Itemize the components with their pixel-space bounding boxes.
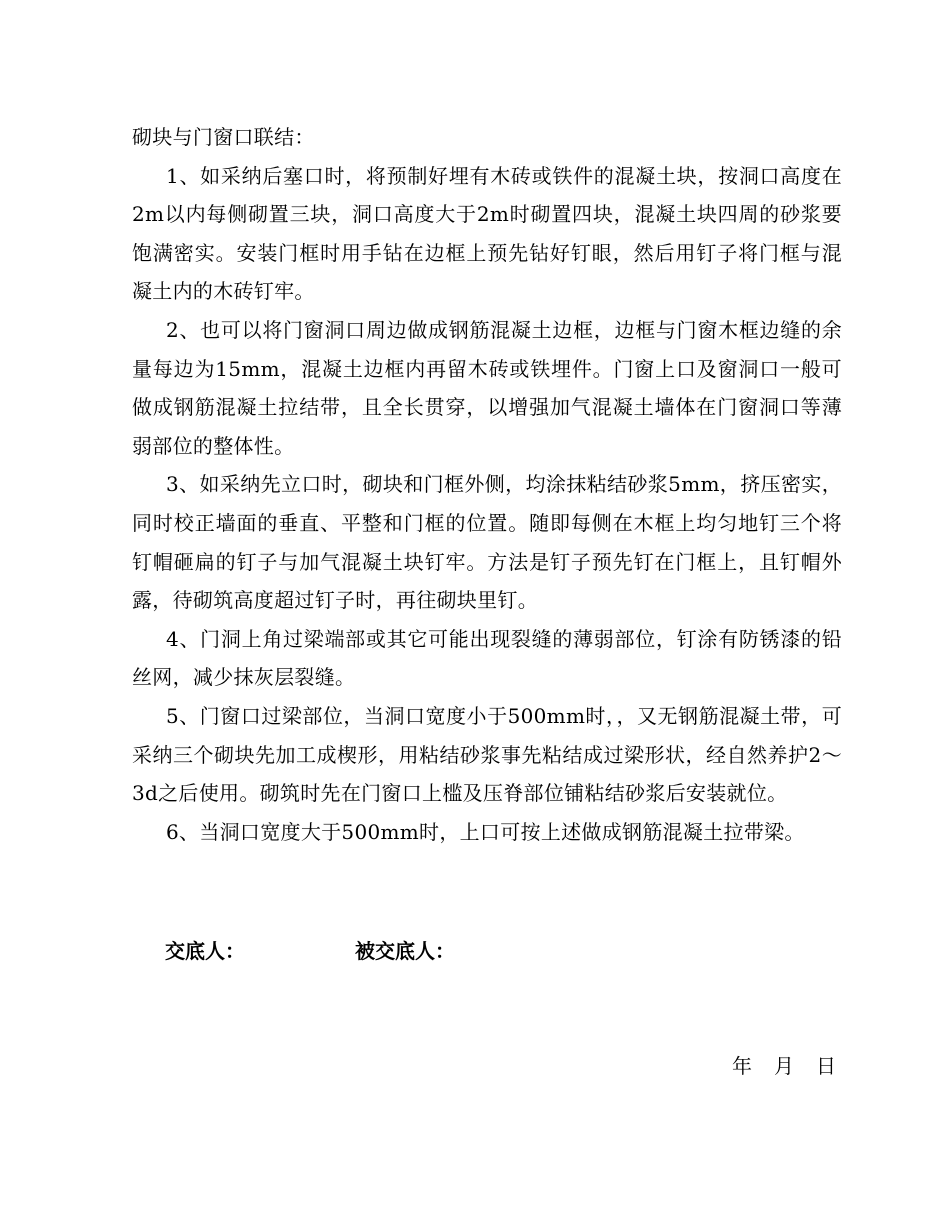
paragraph-1: 1、如采纳后塞口时，将预制好埋有木砖或铁件的混凝土块，按洞口高度在2m以内每侧砌置三块，洞口高度大于2m时砌置四块，混凝土块四周的砂浆要饱满密实。安装门框时用手钻在边框上预先钻好钉眼，然后用钉子将门框与混凝土内的木砖钉牢。 — [132, 163, 842, 304]
paragraph-3: 3、如采纳先立口时，砌块和门框外侧，均涂抹粘结砂浆5mm，挤压密实，同时校正墙面的垂直、平整和门框的位置。随即每侧在木框上均匀地钉三个将钉帽砸扁的钉子与加气混凝土块钉牢。方法是钉子预先钉在门框上，且钉帽外露，待砌筑高度超过钉子时，再往砌块里钉。 — [132, 472, 842, 613]
giver-label: 交底人： — [165, 939, 245, 963]
paragraph-6: 6、当洞口宽度大于500mm时，上口可按上述做成钢筋混凝土拉带梁。 — [166, 819, 805, 844]
date-month-label: 月 — [774, 1054, 794, 1078]
document-body — [132, 118, 842, 851]
paragraph-2: 2、也可以将门窗洞口周边做成钢筋混凝土边框，边框与门窗木框边缝的余量每边为15mm，混凝土边框内再留木砖或铁埋件。门窗上口及窗洞口一般可做成钢筋混凝土拉结带，且全长贯穿，以增强加气混凝土墙体在门窗洞口等薄弱部位的整体性。 — [132, 317, 842, 458]
paragraph-5: 5、门窗口过梁部位，当洞口宽度小于500mm时，，又无钢筋混凝土带，可采纳三个砌块先加工成楔形，用粘结砂浆事先粘结成过梁形状，经自然养护2～3d之后使用。砌筑时先在门窗口上槛及压脊部位铺粘结砂浆后安装就位。 — [132, 703, 842, 806]
date-day-label: 日 — [816, 1054, 836, 1078]
receiver-label: 被交底人： — [355, 939, 455, 963]
section-heading: 砌块与门窗口联结： — [132, 125, 315, 149]
date-line — [732, 1050, 836, 1079]
paragraph-4: 4、门洞上角过梁端部或其它可能出现裂缝的薄弱部位，钉涂有防锈漆的铅丝网，减少抹灰层裂缝。 — [132, 626, 842, 690]
date-year-label: 年 — [732, 1054, 752, 1078]
